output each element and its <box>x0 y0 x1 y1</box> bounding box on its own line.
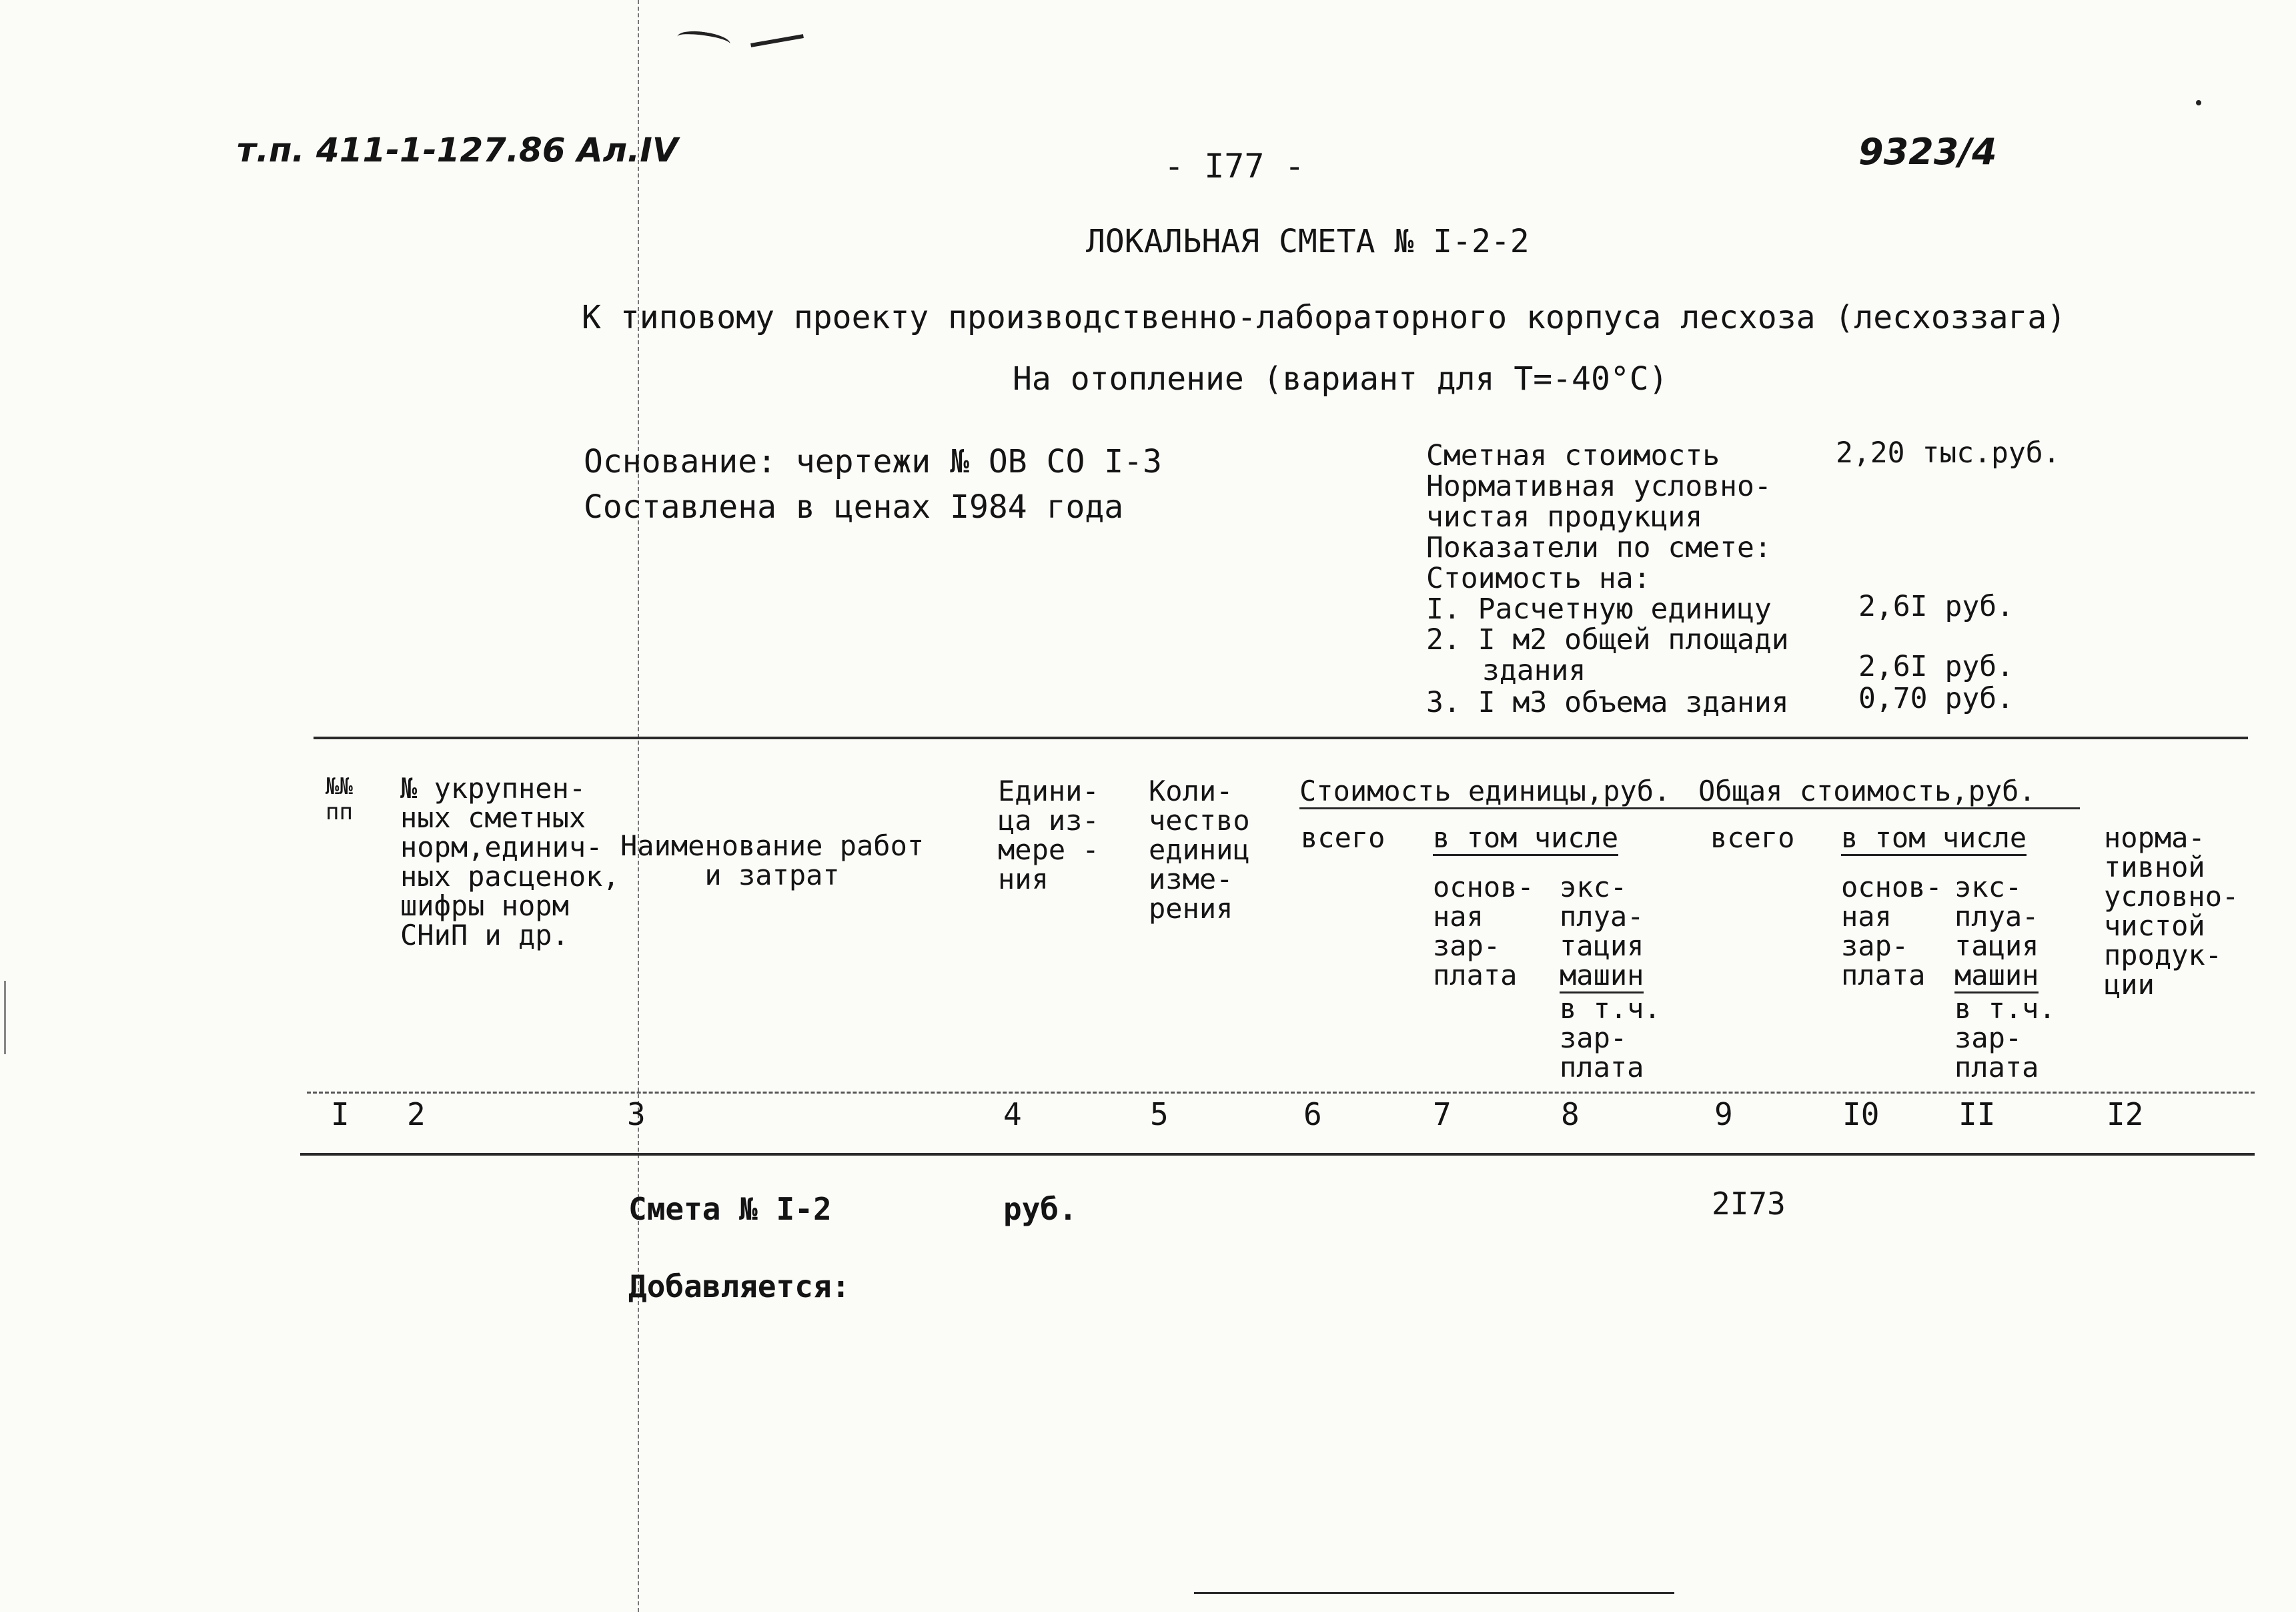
header-name: Наименование работ и затрат <box>620 829 925 891</box>
margin-mark <box>4 981 6 1054</box>
fold-line <box>638 0 639 1612</box>
row-name: Добавляется: <box>628 1268 850 1304</box>
normative-label-2: чистая продукция <box>1426 500 1703 534</box>
header-unit-machine-incl: в т.ч. <box>1560 992 1661 1025</box>
header-unit-including: в том числе <box>1433 823 1618 856</box>
header-total-wage: основ- ная зар- плата <box>1841 871 1942 991</box>
column-number: 5 <box>1150 1096 1169 1132</box>
basis-prices: Составлена в ценах I984 года <box>584 488 1124 526</box>
estimated-cost-value: 2,20 тыс.руб. <box>1836 436 2061 470</box>
header-number: №№ пп <box>326 773 353 825</box>
stamp-left: т.п. 411-1-127.86 Ал.IV <box>237 131 678 169</box>
header-unit-wage: основ- ная зар- плата <box>1433 871 1534 991</box>
basis-drawings: Основание: чертежи № ОВ СО I-3 <box>584 443 1162 480</box>
column-number: 7 <box>1433 1096 1452 1132</box>
subtitle-heating: На отопление (вариант для Т=-40°С) <box>1013 360 1668 398</box>
column-number: 3 <box>627 1096 646 1132</box>
column-number: 4 <box>1003 1096 1022 1132</box>
indicator-2-value: 2,6I руб. <box>1858 650 2014 683</box>
estimated-cost-label: Сметная стоимость <box>1426 439 1720 472</box>
header-unit-total: всего <box>1301 821 1385 854</box>
header-underline <box>1299 807 2080 809</box>
column-number: 9 <box>1714 1096 1733 1132</box>
table-top-rule <box>314 737 2248 739</box>
pen-mark <box>676 29 732 53</box>
header-unit-cost: Стоимость единицы,руб. <box>1299 775 1671 807</box>
row-total: 2I73 <box>1712 1186 1786 1222</box>
row-name: Смета № I-2 <box>628 1191 832 1227</box>
header-normative: норма- тивной условно- чистой продук- ции <box>2104 821 2239 1001</box>
column-number-rule <box>300 1153 2255 1156</box>
indicator-3-value: 0,70 руб. <box>1858 682 2014 715</box>
indicator-1-label: I. Расчетную единицу <box>1426 592 1772 626</box>
header-total-machine-wage: зар- плата <box>1954 1022 2039 1084</box>
header-total-cost: Общая стоимость,руб. <box>1698 775 2036 807</box>
cost-on-label: Стоимость на: <box>1426 562 1651 595</box>
header-quantity: Коли- чество единиц изме- рения <box>1149 775 1250 925</box>
header-bottom-rule <box>307 1092 2255 1094</box>
row-unit: руб. <box>1003 1191 1077 1227</box>
column-number: I <box>331 1096 350 1132</box>
indicator-2-label-2: здания <box>1482 654 1586 687</box>
header-unit-machine-wage: зар- плата <box>1560 1022 1644 1084</box>
page-number: - I77 - <box>1164 147 1305 185</box>
footer-rule <box>1194 1592 1674 1594</box>
header-total-machine-incl: в т.ч. <box>1954 992 2056 1025</box>
indicators-label: Показатели по смете: <box>1426 531 1772 564</box>
header-unit-machine-label: машин <box>1560 961 1644 993</box>
pen-mark <box>750 34 804 47</box>
column-number: 8 <box>1561 1096 1580 1132</box>
column-number: I2 <box>2107 1096 2144 1132</box>
speck <box>2196 100 2201 105</box>
header-total-machine-label: машин <box>1954 961 2039 993</box>
column-number: II <box>1958 1096 1996 1132</box>
document-title: ЛОКАЛЬНАЯ СМЕТА № I-2-2 <box>1086 223 1530 260</box>
stamp-right: 9323/4 <box>1858 131 1997 173</box>
normative-label: Нормативная условно- <box>1426 470 1772 503</box>
indicator-2-label: 2. I м2 общей площади <box>1426 623 1789 657</box>
indicator-1-value: 2,6I руб. <box>1858 590 2014 623</box>
indicator-3-label: 3. I м3 объема здания <box>1426 686 1789 719</box>
header-unit-machine: экс- плуа- тация <box>1560 871 1644 962</box>
column-number: 2 <box>407 1096 426 1132</box>
header-unit: Едини- ца из- мере - ния <box>998 775 1099 895</box>
header-total-including: в том числе <box>1841 823 2027 856</box>
column-number: I0 <box>1842 1096 1880 1132</box>
header-total-machine: экс- плуа- тация <box>1954 871 2039 962</box>
subtitle: К типовому проекту производственно-лабораторного корпуса лесхоза (лесхоззага) <box>582 299 2067 336</box>
header-total: всего <box>1710 821 1795 854</box>
header-norms: № укрупнен- ных сметных норм,единич- ных расценок, шифры норм СНиП и др. <box>400 772 620 951</box>
column-number: 6 <box>1303 1096 1322 1132</box>
